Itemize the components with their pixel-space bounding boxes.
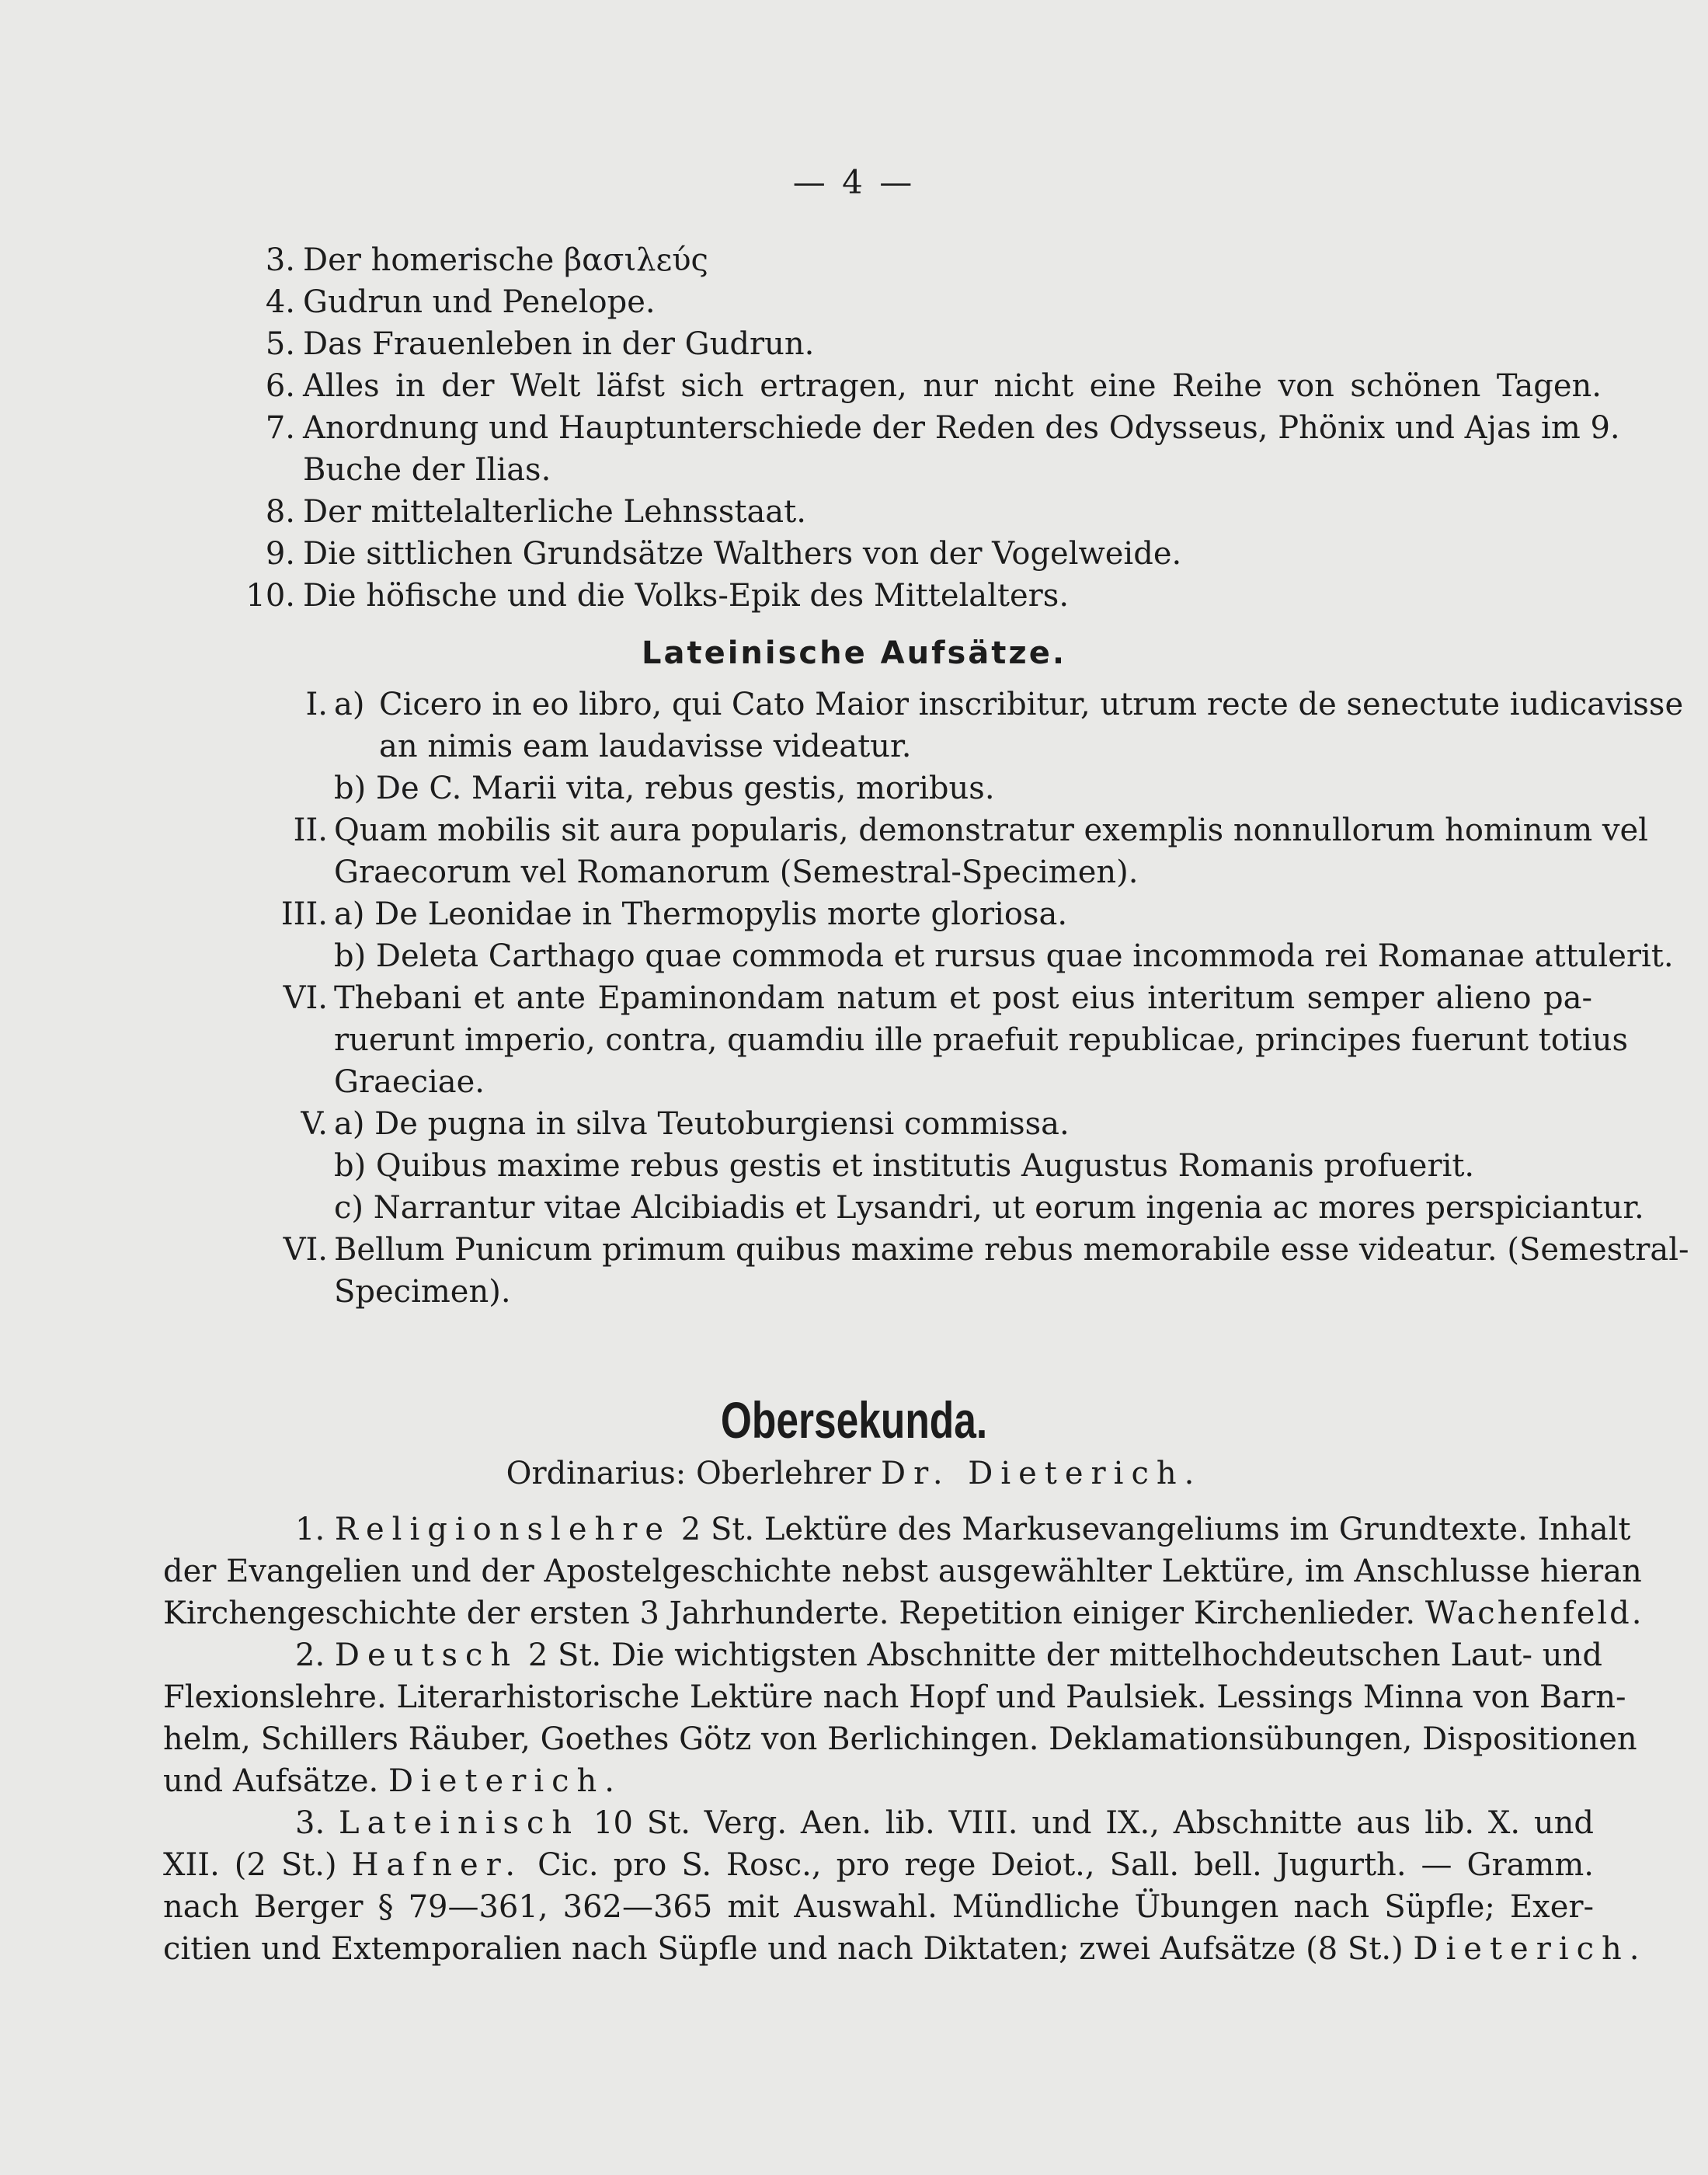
list-item: [241, 281, 1602, 323]
item-text: an nimis eam laudavisse videatur.: [379, 729, 912, 764]
teacher-name: Dieterich.: [388, 1763, 623, 1799]
list-item: [241, 533, 1602, 575]
item-number: 4.: [265, 284, 295, 320]
item-text: b) Deleta Carthago quae commoda et rursus quae incommoda rei Romanae attulerit.: [334, 938, 1674, 974]
item-text: Buche der Ilias.: [303, 452, 551, 488]
item-text: b) De C. Marii vita, rebus gestis, moribus.: [334, 771, 995, 806]
teacher-name: Hafner.: [351, 1847, 524, 1883]
german-essay-topics: [241, 239, 1620, 617]
item-text: Bellum Punicum primum quibus maxime rebus memorabile esse videatur. (Semestral-: [334, 1232, 1689, 1268]
item-text: a) De pugna in silva Teutoburgiensi commissa.: [334, 1106, 1070, 1142]
subject-text: XII. (2 St.): [163, 1847, 337, 1883]
item-number: 9.: [265, 536, 295, 572]
paragraph-line: Flexionslehre. Literarhistorische Lektüre nach Hopf und Paulsiek. Lessings Minna von Barn-: [163, 1679, 1626, 1715]
ordinarius-line: [0, 1453, 1708, 1495]
roman-numeral: I.: [305, 687, 328, 722]
item-number: 10.: [245, 578, 295, 614]
list-item: [241, 407, 1620, 491]
item-text: Quam mobilis sit aura popularis, demonstratur exemplis nonnullorum hominum vel: [334, 813, 1648, 848]
paragraph-line: nach Berger § 79—361, 362—365 mit Auswahl. Mündliche Übungen nach Süpfle; Exer-: [163, 1889, 1594, 1925]
list-item: [241, 365, 1602, 407]
subject-text: citien und Extemporalien nach Süpfle und nach Diktaten; zwei Aufsätze (8 St.): [163, 1931, 1404, 1967]
paragraph-line: [163, 1760, 1594, 1802]
paragraph-line: [163, 1634, 1602, 1676]
paragraph-line: helm, Schillers Räuber, Goethes Götz von Berlichingen. Deklamationsübungen, Dispositionen: [163, 1721, 1637, 1757]
subject-name: Lateinisch: [339, 1805, 580, 1841]
subject-text: 10 St. Verg. Aen. lib. VIII. und IX., Abschnitte aus lib. X. und: [593, 1805, 1595, 1841]
paragraph-line: [163, 1509, 1631, 1550]
roman-numeral: V.: [301, 1106, 328, 1142]
subject-text: Kirchengeschichte der ersten 3 Jahrhunderte. Repetition einiger Kirchenlieder.: [163, 1596, 1416, 1631]
ordinarius-name: Dr. Dieterich.: [881, 1456, 1202, 1491]
list-item: [241, 491, 1602, 533]
item-text: ruerunt imperio, contra, quamdiu ille praefuit republicae, principes fuerunt totius: [334, 1022, 1628, 1058]
item-text: Cicero in eo libro, qui Cato Maior inscribitur, utrum recte de senectute iudicavisse: [379, 687, 1684, 722]
list-item: [256, 809, 1648, 893]
item-text: Die sittlichen Grundsätze Walthers von der Vogelweide.: [303, 536, 1182, 572]
subject-text: Cic. pro S. Rosc., pro rege Deiot., Sall. bell. Jugurth. — Gramm.: [537, 1847, 1595, 1883]
item-text: Anordnung und Hauptunterschiede der Reden des Odysseus, Phönix und Ajas im 9.: [303, 410, 1620, 446]
latin-essays-heading: Lateinische Aufsätze.: [641, 635, 1067, 671]
teacher-name: Wachenfeld.: [1424, 1596, 1644, 1631]
page-number: — 4 —: [792, 163, 916, 201]
roman-numeral: II.: [293, 813, 328, 848]
list-item: [256, 1229, 1689, 1313]
paragraph-line: [163, 1802, 1594, 1844]
item-text: Gudrun und Penelope.: [303, 284, 656, 320]
item-text: Das Frauenleben in der Gudrun.: [303, 326, 815, 362]
item-text: Graecorum vel Romanorum (Semestral-Specimen).: [334, 854, 1139, 890]
list-item: [241, 575, 1602, 617]
subject-paragraph-religion: [163, 1509, 1644, 1634]
ordinarius-label: Ordinarius: Oberlehrer: [506, 1456, 871, 1491]
item-text: Der mittelalterliche Lehnsstaat.: [303, 494, 806, 530]
item-text: b) Quibus maxime rebus gestis et institutis Augustus Romanis profuerit.: [334, 1148, 1475, 1184]
roman-numeral: VI.: [283, 1232, 328, 1268]
item-text: Der homerische βασιλεύς: [303, 242, 708, 278]
paragraph-line: [163, 1844, 1594, 1886]
item-text: Thebani et ante Epaminondam natum et post eius interitum semper alieno pa-: [334, 980, 1592, 1016]
item-letter: a): [334, 687, 365, 722]
subject-number: 1.: [295, 1512, 325, 1547]
item-text: Specimen).: [334, 1274, 511, 1310]
item-text: a) De Leonidae in Thermopylis morte gloriosa.: [334, 896, 1068, 932]
subject-number: 2.: [295, 1637, 325, 1673]
section-title: Obersekunda.: [720, 1391, 988, 1449]
item-text: Graeciae.: [334, 1064, 485, 1100]
latin-essay-topics: [256, 684, 1689, 1313]
item-number: 3.: [265, 242, 295, 278]
roman-numeral: III.: [280, 896, 328, 932]
subject-paragraph-latin: [163, 1802, 1647, 1970]
teacher-name: Dieterich.: [1413, 1931, 1647, 1967]
list-item: [256, 1103, 1644, 1229]
list-item: [241, 239, 1602, 281]
list-item: [256, 684, 1684, 809]
item-number: 5.: [265, 326, 295, 362]
subject-name: Deutsch: [334, 1637, 519, 1673]
list-item: [256, 893, 1674, 977]
item-text: Alles in der Welt läfst sich ertragen, nur nicht eine Reihe von schönen Tagen.: [303, 368, 1602, 404]
subject-name: Religionslehre: [334, 1512, 672, 1547]
paragraph-line: der Evangelien und der Apostelgeschichte nebst ausgewählter Lektüre, im Anschlusse hieran: [163, 1554, 1642, 1589]
list-item: [241, 323, 1602, 365]
item-text: Die höfische und die Volks-Epik des Mittelalters.: [303, 578, 1070, 614]
subject-number: 3.: [295, 1805, 325, 1841]
paragraph-line: [163, 1928, 1647, 1970]
subject-text: 2 St. Die wichtigsten Abschnitte der mittelhochdeutschen Laut- und: [527, 1637, 1602, 1673]
subject-text: 2 St. Lektüre des Markusevangeliums im Grundtexte. Inhalt: [680, 1512, 1631, 1547]
item-number: 8.: [265, 494, 295, 530]
list-item: [256, 977, 1628, 1103]
subject-text: und Aufsätze.: [163, 1763, 379, 1799]
item-text: c) Narrantur vitae Alcibiadis et Lysandri, ut eorum ingenia ac mores perspiciantur.: [334, 1190, 1644, 1226]
roman-numeral: VI.: [283, 980, 328, 1016]
item-number: 6.: [265, 368, 295, 404]
item-number: 7.: [265, 410, 295, 446]
paragraph-line: [163, 1592, 1644, 1634]
subject-paragraph-german: [163, 1634, 1637, 1802]
